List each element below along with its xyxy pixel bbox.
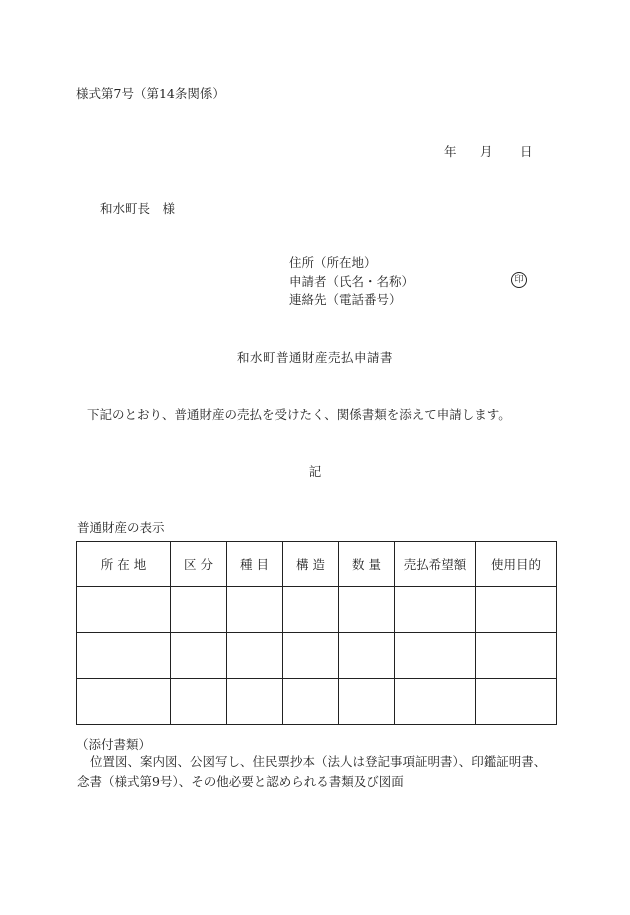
table-row [77, 633, 557, 679]
date-line [444, 142, 533, 160]
table-cell[interactable] [476, 679, 557, 725]
table-cell[interactable] [283, 679, 339, 725]
table-row [77, 679, 557, 725]
table-cell[interactable] [283, 633, 339, 679]
ki-label: 記 [308, 464, 322, 479]
table-cell[interactable] [171, 587, 227, 633]
seal-mark: 印 [511, 272, 527, 288]
header-quantity: 数 量 [339, 542, 395, 587]
attachments-text: 位置図、案内図、公図写し、住民票抄本（法人は登記事項証明書）、印鑑証明書、念書（様式第9号）、その他必要と認められる書類及び図面 [77, 754, 547, 789]
table-cell[interactable] [171, 633, 227, 679]
table-cell[interactable] [77, 679, 171, 725]
section-label: 普通財産の表示 [77, 520, 165, 535]
table-cell[interactable] [339, 679, 395, 725]
table-row [77, 587, 557, 633]
intro-text: 下記のとおり、普通財産の売払を受けたく、関係書類を添えて申請します。 [87, 407, 511, 422]
table-cell[interactable] [339, 633, 395, 679]
header-structure: 構 造 [283, 542, 339, 587]
table-cell[interactable] [395, 633, 476, 679]
table-cell[interactable] [339, 587, 395, 633]
table-cell[interactable] [171, 679, 227, 725]
attachments-label: （添付書類） [76, 737, 152, 752]
header-desired-price: 売払希望額 [395, 542, 476, 587]
table-cell[interactable] [227, 587, 283, 633]
form-number: 様式第7号（第14条関係） [76, 86, 225, 101]
table-cell[interactable] [395, 679, 476, 725]
header-purpose: 使用目的 [476, 542, 557, 587]
document-title: 和水町普通財産売払申請書 [236, 350, 393, 365]
date-day: 日 [520, 144, 533, 159]
date-year: 年 [444, 144, 457, 159]
date-month: 月 [480, 144, 493, 159]
contact-label: 連絡先（電話番号） [289, 292, 402, 307]
header-location: 所 在 地 [77, 542, 171, 587]
table-cell[interactable] [476, 587, 557, 633]
header-type: 種 目 [227, 542, 283, 587]
table-cell[interactable] [395, 587, 476, 633]
table-cell[interactable] [227, 679, 283, 725]
addressee: 和水町長 様 [100, 201, 176, 216]
table-cell[interactable] [77, 587, 171, 633]
table-cell[interactable] [476, 633, 557, 679]
applicant-block [289, 254, 414, 310]
table-cell[interactable] [227, 633, 283, 679]
header-category: 区 分 [171, 542, 227, 587]
table-cell[interactable] [283, 587, 339, 633]
address-label: 住所（所在地） [289, 255, 377, 270]
table-header-row [77, 542, 557, 587]
table-cell[interactable] [77, 633, 171, 679]
property-table [76, 541, 557, 725]
applicant-name-label: 申請者（氏名・名称） [289, 273, 415, 289]
